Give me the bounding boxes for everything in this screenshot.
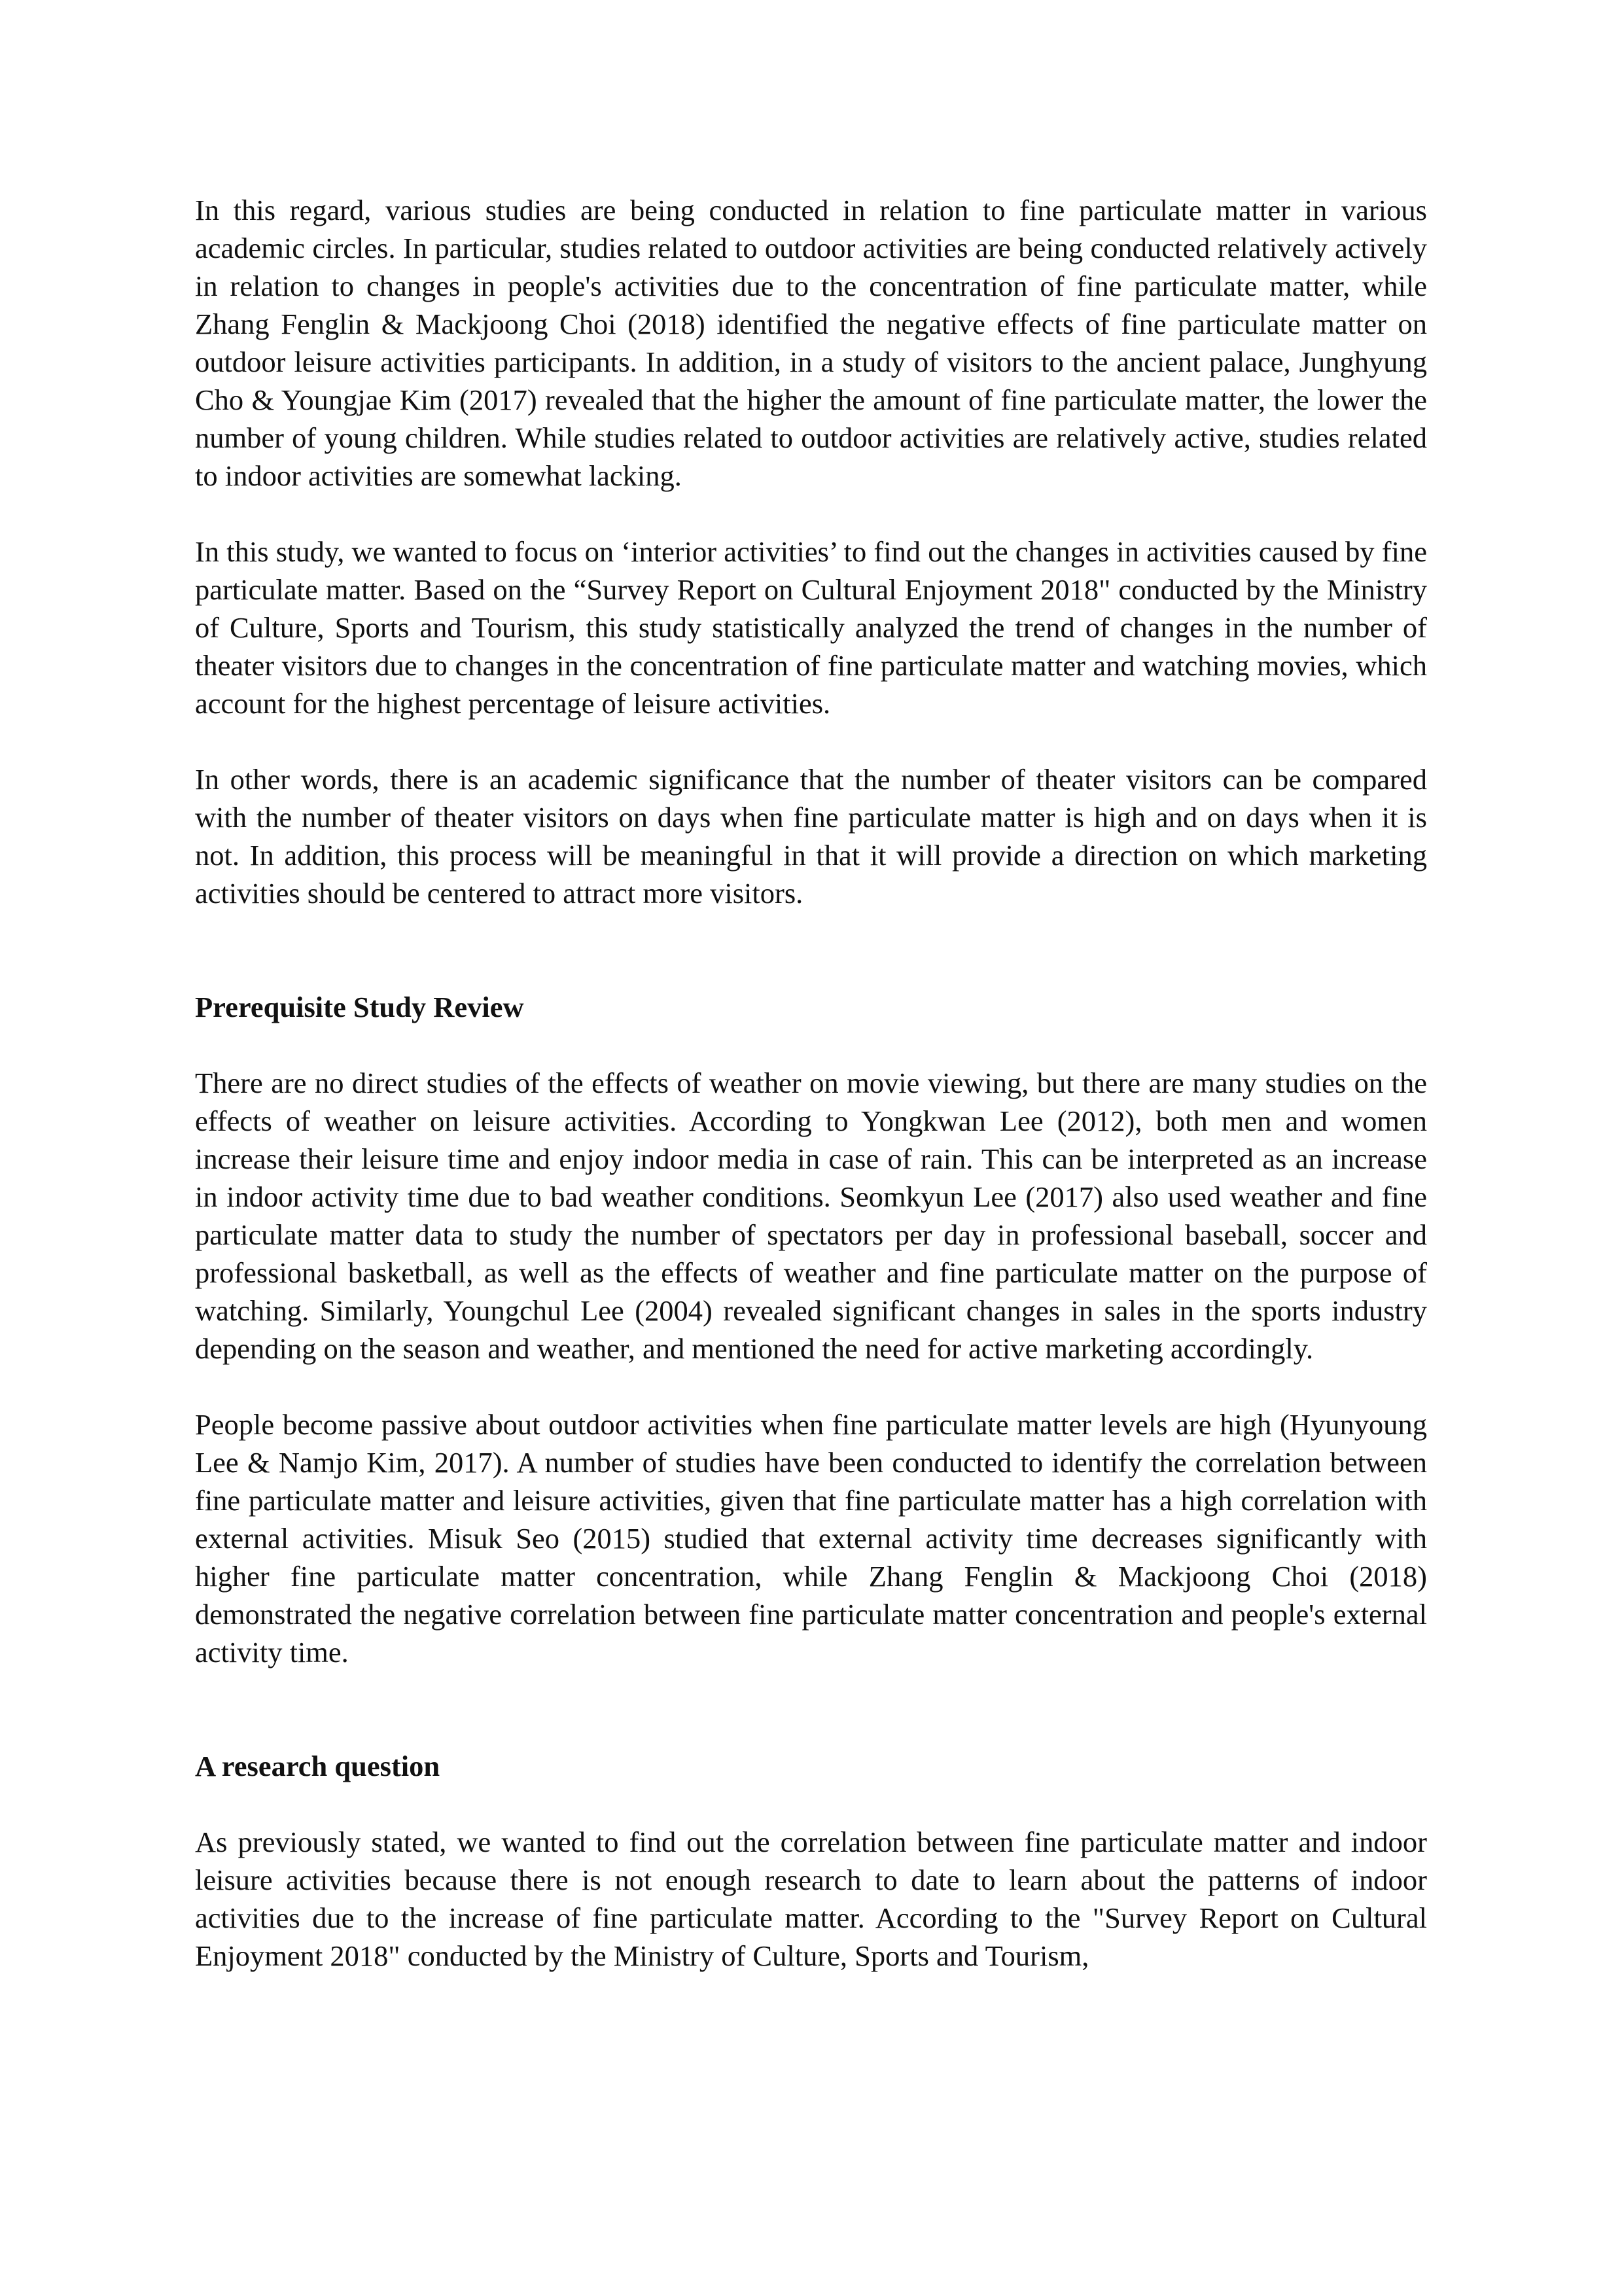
- section-heading-prerequisite-study-review: Prerequisite Study Review: [195, 991, 524, 1023]
- paragraph-weather-leisure: There are no direct studies of the effects of weather on movie viewing, but there are many studies on the effects of weather on leisure activities. According to Yongkwan Lee (2012), both men and women increase their leisure time and enjoy indoor media in case of rain. This can be interpreted as an increase in indoor activity time due to bad weather conditions. Seomkyun Lee (2017) also used weather and fine particulate matter data to study the number of spectators per day in professional baseball, soccer and professional basketball, as well as the effects of weather and fine particulate matter on the purpose of watching. Similarly, Youngchul Lee (2004) revealed significant changes in sales in the sports industry depending on the season and weather, and mentioned the need for active marketing accordingly.: [195, 1067, 1427, 1365]
- section-spacer: [195, 1709, 1427, 1747]
- paragraph-study-focus: In this study, we wanted to focus on ‘interior activities’ to find out the changes in activities caused by fine particulate matter. Based on the “Survey Report on Cultural Enjoyment 2018" conducted by the Ministry of Culture, Sports and Tourism, this study statistically analyzed the trend of changes in the number of theater visitors due to changes in the concentration of fine particulate matter and watching movies, which account for the highest percentage of leisure activities.: [195, 535, 1427, 720]
- section-heading-research-question: A research question: [195, 1750, 440, 1782]
- document-page: [195, 191, 1427, 2013]
- section-spacer: [195, 950, 1427, 988]
- paragraph-outdoor-passive: People become passive about outdoor activities when fine particulate matter levels are high (Hyunyoung Lee & Namjo Kim, 2017). A number of studies have been conducted to identify the correlation between fine particulate matter and leisure activities, given that fine particulate matter has a high correlation with external activities. Misuk Seo (2015) studied that external activity time decreases significantly with higher fine particulate matter concentration, while Zhang Fenglin & Mackjoong Choi (2018) demonstrated the negative correlation between fine particulate matter concentration and people's external activity time.: [195, 1408, 1427, 1669]
- paragraph-significance: In other words, there is an academic significance that the number of theater visitors can be compared with the number of theater visitors on days when fine particulate matter is high and on days when it is not. In addition, this process will be meaningful in that it will provide a direction on which marketing activities should be centered to attract more visitors.: [195, 763, 1427, 910]
- paragraph-intro-studies: In this regard, various studies are being conducted in relation to fine particulate matter in various academic circles. In particular, studies related to outdoor activities are being conducted relatively actively in relation to changes in people's activities due to the concentration of fine particulate matter, while Zhang Fenglin & Mackjoong Choi (2018) identified the negative effects of fine particulate matter on outdoor leisure activities participants. In addition, in a study of visitors to the ancient palace, Junghyung Cho & Youngjae Kim (2017) revealed that the higher the amount of fine particulate matter, the lower the number of young children. While studies related to outdoor activities are relatively active, studies related to indoor activities are somewhat lacking.: [195, 194, 1427, 492]
- paragraph-research-question: As previously stated, we wanted to find out the correlation between fine particulate matter and indoor leisure activities because there is not enough research to date to learn about the patterns of indoor activities due to the increase of fine particulate matter. According to the "Survey Report on Cultural Enjoyment 2018" conducted by the Ministry of Culture, Sports and Tourism,: [195, 1826, 1427, 1972]
